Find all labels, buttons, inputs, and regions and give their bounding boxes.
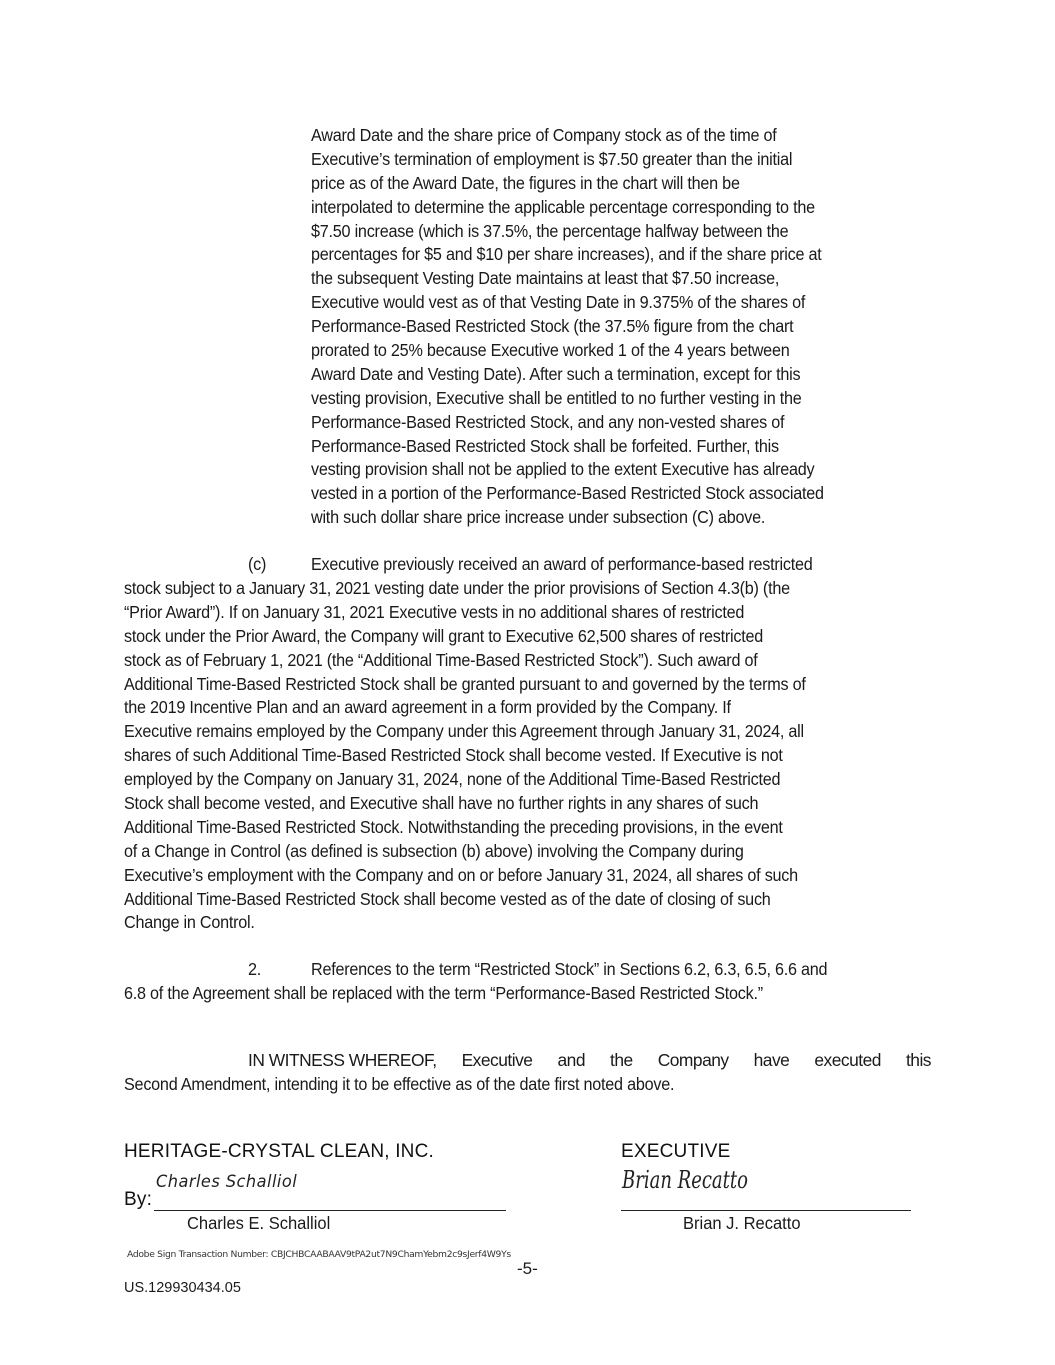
section-c-label: (c) <box>248 554 267 574</box>
text-line: price as of the Award Date, the figures in the chart will then be <box>311 172 740 193</box>
text-line: Executive remains employed by the Company under this Agreement through January 31, 2024, all <box>124 721 804 742</box>
text-line: stock subject to a January 31, 2021 vesting date under the prior provisions of Section 4.3(b) (the <box>124 578 790 598</box>
text-line: of a Change in Control (as defined is subsection (b) above) involving the Company during <box>124 840 744 861</box>
witness-word: have <box>753 1050 790 1070</box>
company-heading: HERITAGE-CRYSTAL CLEAN, INC. <box>124 1141 435 1162</box>
text-line: stock under the Prior Award, the Company will grant to Executive 62,500 shares of restricted <box>124 625 764 646</box>
witness-first-line <box>248 1049 931 1073</box>
text-line: vested in a portion of the Performance-Based Restricted Stock associated <box>311 483 824 504</box>
text-line: Performance-Based Restricted Stock (the 37.5% figure from the chart <box>311 316 794 337</box>
text-line: Change in Control. <box>124 912 255 933</box>
company-signature-line <box>154 1210 506 1211</box>
section-2-second-line: 6.8 of the Agreement shall be replaced with the term “Performance-Based Restricted Stock.” <box>124 983 763 1003</box>
executive-signature-line <box>621 1210 911 1211</box>
section-2-first-line: References to the term “Restricted Stock” in Sections 6.2, 6.3, 6.5, 6.6 and <box>311 959 828 979</box>
witness-word: IN WITNESS WHEREOF, <box>248 1050 437 1070</box>
text-line: Performance-Based Restricted Stock shall be forfeited. Further, this <box>311 435 779 456</box>
text-line: Additional Time-Based Restricted Stock shall be granted pursuant to and governed by the terms of <box>124 673 806 694</box>
text-line: with such dollar share price increase under subsection (C) above. <box>311 507 766 528</box>
text-line: Stock shall become vested, and Executive shall have no further rights in any shares of such <box>124 793 759 814</box>
executive-signature: Brian Recatto <box>622 1166 748 1194</box>
adobe-sign-transaction: Adobe Sign Transaction Number: CBJCHBCAABAAV9tPA2ut7N9ChamYebm2c9sJerf4W9Ys <box>127 1249 511 1260</box>
text-line: employed by the Company on January 31, 2024, none of the Additional Time-Based Restricted <box>124 769 781 790</box>
text-line: vesting provision, Executive shall be entitled to no further vesting in the <box>311 387 802 408</box>
witness-word: Executive <box>461 1050 533 1070</box>
executive-signer-name: Brian J. Recatto <box>683 1213 801 1233</box>
text-line: Performance-Based Restricted Stock, and any non-vested shares of <box>311 411 785 432</box>
executive-heading: EXECUTIVE <box>621 1141 731 1162</box>
witness-second-line: Second Amendment, intending it to be effective as of the date first noted above. <box>124 1074 675 1094</box>
text-line: Award Date and the share price of Company stock as of the time of <box>311 125 777 145</box>
text-line: Executive’s employment with the Company and on or before January 31, 2024, all shares of such <box>124 864 798 885</box>
text-line: Executive’s termination of employment is $7.50 greater than the initial <box>311 148 793 169</box>
witness-word: this <box>905 1050 931 1070</box>
text-line: prorated to 25% because Executive worked 1 of the 4 years between <box>311 340 790 361</box>
text-line: Executive would vest as of that Vesting Date in 9.375% of the shares of <box>311 292 806 313</box>
text-line: the subsequent Vesting Date maintains at least that $7.50 increase, <box>311 268 780 289</box>
text-line: stock as of February 1, 2021 (the “Additional Time-Based Restricted Stock”). Such award of <box>124 649 758 670</box>
company-signature: Charles Schalliol <box>156 1172 298 1192</box>
text-line: interpolated to determine the applicable percentage corresponding to the <box>311 196 815 217</box>
text-line: Additional Time-Based Restricted Stock shall become vested as of the date of closing of such <box>124 888 771 909</box>
continuation-paragraph <box>311 124 824 530</box>
witness-word: the <box>610 1050 633 1070</box>
witness-word: and <box>557 1050 585 1070</box>
text-line: percentages for $5 and $10 per share increases), and if the share price at <box>311 244 822 265</box>
text-line: “Prior Award”). If on January 31, 2021 Executive vests in no additional shares of restricted <box>124 601 745 622</box>
document-id: US.129930434.05 <box>124 1280 241 1296</box>
page-number: -5- <box>517 1259 538 1278</box>
text-line: shares of such Additional Time-Based Restricted Stock shall become vested. If Executive is not <box>124 745 783 766</box>
company-signer-name: Charles E. Schalliol <box>187 1213 331 1233</box>
text-line: $7.50 increase (which is 37.5%, the percentage halfway between the <box>311 220 789 241</box>
section-c-paragraph <box>124 577 806 935</box>
by-label: By: <box>124 1189 153 1210</box>
text-line: the 2019 Incentive Plan and an award agreement in a form provided by the Company. If <box>124 697 731 718</box>
text-line: Award Date and Vesting Date). After such a termination, except for this <box>311 363 801 384</box>
section-c-first-line: Executive previously received an award of performance-based restricted <box>311 554 813 574</box>
text-line: Additional Time-Based Restricted Stock. Notwithstanding the preceding provisions, in the event <box>124 816 783 837</box>
text-line: vesting provision shall not be applied to the extent Executive has already <box>311 459 815 480</box>
witness-word: executed <box>814 1050 881 1070</box>
witness-word: Company <box>657 1050 729 1070</box>
section-2-label: 2. <box>248 959 262 979</box>
